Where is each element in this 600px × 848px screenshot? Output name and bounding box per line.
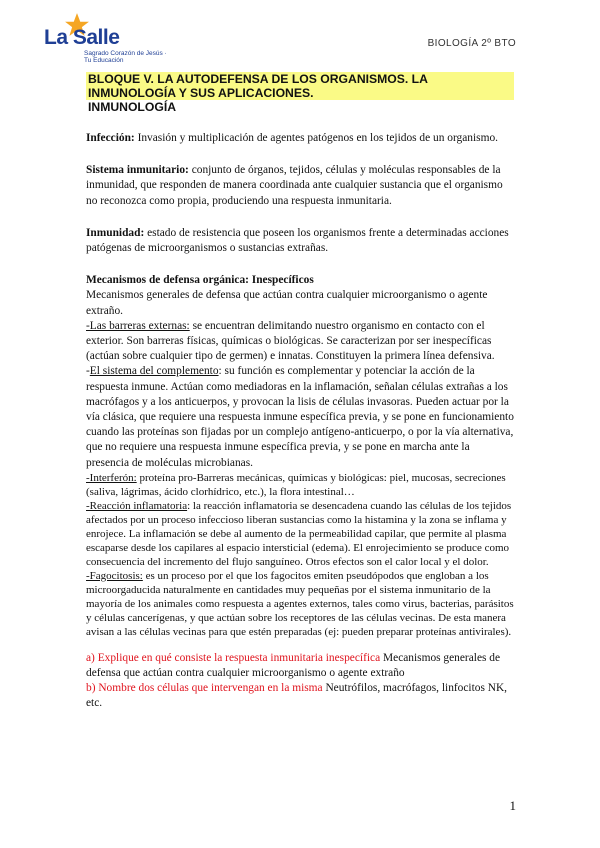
- text: : su función es complementar y potenciar la acción de la respuesta inmune. Actúan como mediadoras en la inflamación, señalan células extrañas a los macrófagos y a los anticuerpos, y provocan la lisis de células invasoras. Pueden actuar por la vía clásica, que requiere una respuesta inmune específica previa, y se pone en funcionamiento cuando las proteínas son fijadas por un complejo antígeno-anticuerpo, o por la vía alternativa, que no requiere una respuesta inmune específica previa, y se pone en marcha ante la presencia de moléculas microbianas.: [86, 365, 514, 469]
- paragraph-interferon: [86, 471, 514, 499]
- label: -Interferón:: [86, 471, 137, 484]
- term: Infección:: [86, 132, 135, 144]
- definition-infeccion: [86, 131, 514, 146]
- term: Sistema inmunitario:: [86, 164, 189, 177]
- label: -Reacción inflamatoria: [86, 499, 188, 512]
- term: Inmunidad:: [86, 226, 145, 239]
- paragraph-reaccion: [86, 499, 514, 569]
- definition-text: estado de resistencia que poseen los organismos frente a determinadas acciones patógenas de microorganismos o sustancias extrañas.: [86, 226, 509, 255]
- la-salle-logo: [44, 14, 174, 64]
- page-number: 1: [509, 798, 516, 813]
- paragraph-fagocitosis: [86, 569, 514, 639]
- label: El sistema del complemento: [89, 365, 219, 378]
- document-body: [86, 72, 514, 712]
- label: -Fagocitosis:: [86, 569, 143, 582]
- logo-subtitle: Sagrado Corazón de Jesús · Tu Educación: [84, 50, 167, 64]
- definition-inmunidad: [86, 226, 514, 256]
- answer: Mecanismos generales de defensa que actúan contra cualquier microorganismo o agente extraño: [86, 651, 501, 680]
- answer: Neutrófilos, macrófagos, linfocitos NK, etc.: [86, 682, 508, 710]
- question: b) Nombre dos células que intervengan en la misma: [86, 682, 323, 695]
- question-a: [86, 651, 514, 681]
- label: -Las barreras externas:: [86, 319, 190, 332]
- course-label: BIOLOGÍA 2º BTO: [427, 38, 516, 49]
- section-subtitle: INMUNOLOGÍA: [88, 100, 177, 114]
- dense-block: [86, 471, 514, 639]
- paragraph-barreras: [86, 319, 514, 365]
- question: a) Explique en qué consiste la respuesta inmunitaria inespecífica: [86, 651, 381, 664]
- text: proteína pro-Barreras mecánicas, químicas y biológicas: piel, mucosas, secreciones (saliva, lágrimas, ácido clorhídrico, etc.), la flora intestinal…: [86, 471, 506, 498]
- mechanisms-intro: Mecanismos generales de defensa que actúan contra cualquier microorganismo o agente extraño.: [86, 289, 488, 317]
- page-title: BLOQUE V. LA AUTODEFENSA DE LOS ORGANISMOS. LA INMUNOLOGÍA Y SUS APLICACIONES.: [86, 72, 514, 100]
- text: es un proceso por el que los fagocitos emiten pseudópodos que engloban a los microorgaducida naturalmente en cantidades muy pequeñas por el sistema inmunitario de la mayoría de los animales como respuesta a agentes externos, tales como virus, bacterias, parásitos y células cancerígenas, y que actúan sobre los receptores de las células vecinas. De esta manera avisan a las células vecinas para que estén preparadas (ej: pueden preparar proteínas antivirales).: [86, 569, 514, 638]
- definition-text: Invasión y multiplicación de agentes patógenos en los tejidos de un organismo.: [134, 132, 498, 144]
- text: : la reacción inflamatoria se desencadena cuando las células de los tejidos afectados por un proceso infeccioso liberan sustancias como la histamina y la zona se inflama y enrojece. La inflamación se debe al aumento de la permeabilidad capilar, que permite al plasma escaparse desde los capilares al espacio intersticial (edema). El enrojecimiento se produce como consecuencia del incremento del flujo sanguíneo. Otros efectos son el calor local y el dolor.: [86, 499, 512, 568]
- logo-text: La Salle: [44, 26, 120, 49]
- question-b: [86, 681, 514, 711]
- definition-sistema-inmunitario: [86, 163, 514, 209]
- definition-text: conjunto de órganos, tejidos, células y moléculas responsables de la inmunidad, que responden de manera coordinada ante cualquier sustancia que el organismo no reconozca como propia, produciendo una respuesta inmunitaria.: [86, 164, 503, 207]
- paragraph-complemento: -El sistema del complemento: su función es complementar y potenciar la acción de la respuesta inmune. Actúan como mediadoras en la inflamación, señalan células extrañas a los macrófagos y a los anticuerpos, y provocan la lisis de células invasoras. Pueden actuar por la vía clásica, que requiere una respuesta inmune específica previa, y se pone en funcionamiento cuando las proteínas son fijadas por un complejo antígeno-anticuerpo, o por la vía alternativa, que no requiere una respuesta inmune específica previa, y se pone en marcha ante la presencia de moléculas microbianas.: [86, 365, 514, 469]
- text: se encuentran delimitando nuestro organismo en contacto con el exterior. Son barreras físicas, químicas o biológicas. Se caracterizan por ser inespecíficas (actúan sobre cualquier tipo de germen) e innatas. Constituyen la primera línea defensiva.: [86, 319, 495, 363]
- mechanisms-heading: Mecanismos de defensa orgánica: Inespecíficos: [86, 274, 314, 287]
